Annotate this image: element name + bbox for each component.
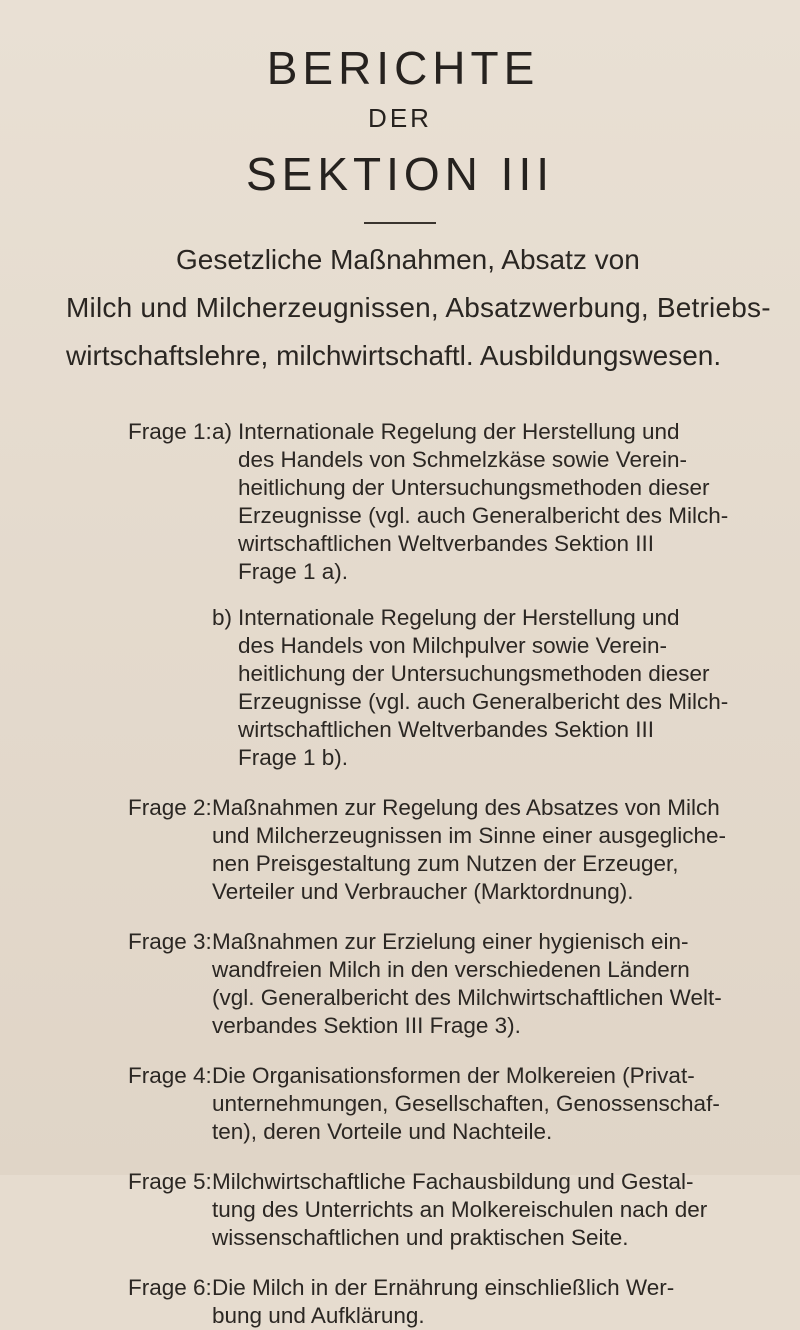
heading-divider [364,222,436,224]
text-line: ten), deren Vorteile und Nachteile. [212,1119,553,1144]
subquestion-letter: b) [212,605,233,630]
heading-der: DER [368,103,432,133]
question-label: Frage 4: [128,1063,212,1088]
question-6 [128,1274,768,1330]
question-3 [128,928,768,1040]
question-label: Frage 6: [128,1275,212,1300]
text-line: bung und Aufklärung. [212,1303,425,1328]
text-line: Frage 1 b). [238,745,349,770]
question-label: Frage 3: [128,929,212,954]
text-line: Die Milch in der Ernährung einschließlich Wer- [212,1275,675,1300]
text-line: Frage 1 a). [238,559,349,584]
text-line: Maßnahmen zur Erzielung einer hygienisch ein- [212,929,689,954]
subquestion-a [212,418,768,586]
subtitle-line: Milch und Milcherzeugnissen, Absatzwerbung, Betriebs- [66,292,771,323]
subquestion-letter: a) [212,419,233,444]
main-heading: BERICHTE [266,42,540,94]
question-1 [128,418,768,772]
question-list [128,418,768,1330]
text-line: wirtschaftlichen Weltverbandes Sektion III [238,531,655,556]
question-label: Frage 2: [128,795,212,820]
question-body [212,1168,768,1252]
question-label: Frage 1: [128,419,212,444]
question-body [212,1062,768,1146]
text-line: tung des Unterrichts an Molkereischulen nach der [212,1197,708,1222]
text-line: wirtschaftlichen Weltverbandes Sektion III [238,717,655,742]
text-line: Maßnahmen zur Regelung des Absatzes von Milch [212,795,720,820]
text-line: heitlichung der Untersuchungsmethoden dieser [238,661,710,686]
question-body [212,1274,768,1330]
subtitle-line: Gesetzliche Maßnahmen, Absatz von [176,244,640,275]
heading-block [0,38,800,224]
text-line: Erzeugnisse (vgl. auch Generalbericht des Milch- [238,689,729,714]
question-label: Frage 5: [128,1169,212,1194]
text-line: verbandes Sektion III Frage 3). [212,1013,521,1038]
question-body [212,928,768,1040]
question-4 [128,1062,768,1146]
text-line: des Handels von Milchpulver sowie Verein- [238,633,667,658]
text-line: wandfreien Milch in den verschiedenen Ländern [212,957,690,982]
subquestion-text [238,418,768,586]
text-line: Die Organisationsformen der Molkereien (Privat- [212,1063,695,1088]
question-5 [128,1168,768,1252]
text-line: des Handels von Schmelzkäse sowie Verein- [238,447,687,472]
text-line: heitlichung der Untersuchungsmethoden dieser [238,475,710,500]
text-line: wissenschaftlichen und praktischen Seite. [212,1225,629,1250]
text-line: und Milcherzeugnissen im Sinne einer ausgegliche- [212,823,727,848]
text-line: (vgl. Generalbericht des Milchwirtschaftlichen Welt- [212,985,722,1010]
text-line: Milchwirtschaftliche Fachausbildung und Gestal- [212,1169,694,1194]
text-line: Internationale Regelung der Herstellung und [238,605,680,630]
text-line: nen Preisgestaltung zum Nutzen der Erzeuger, [212,851,679,876]
subtitle-line: wirtschaftslehre, milchwirtschaftl. Ausbildungswesen. [66,340,722,371]
subtitle-block [66,236,771,380]
text-line: Internationale Regelung der Herstellung und [238,419,680,444]
question-2 [128,794,768,906]
text-line: Erzeugnisse (vgl. auch Generalbericht des Milch- [238,503,729,528]
subquestion-b [212,604,768,772]
text-line: Verteiler und Verbraucher (Marktordnung). [212,879,634,904]
section-heading: SEKTION III [245,148,555,200]
text-line: unternehmungen, Gesellschaften, Genossenschaf- [212,1091,720,1116]
question-body [212,794,768,906]
question-body [212,418,768,772]
subquestion-text [238,604,768,772]
